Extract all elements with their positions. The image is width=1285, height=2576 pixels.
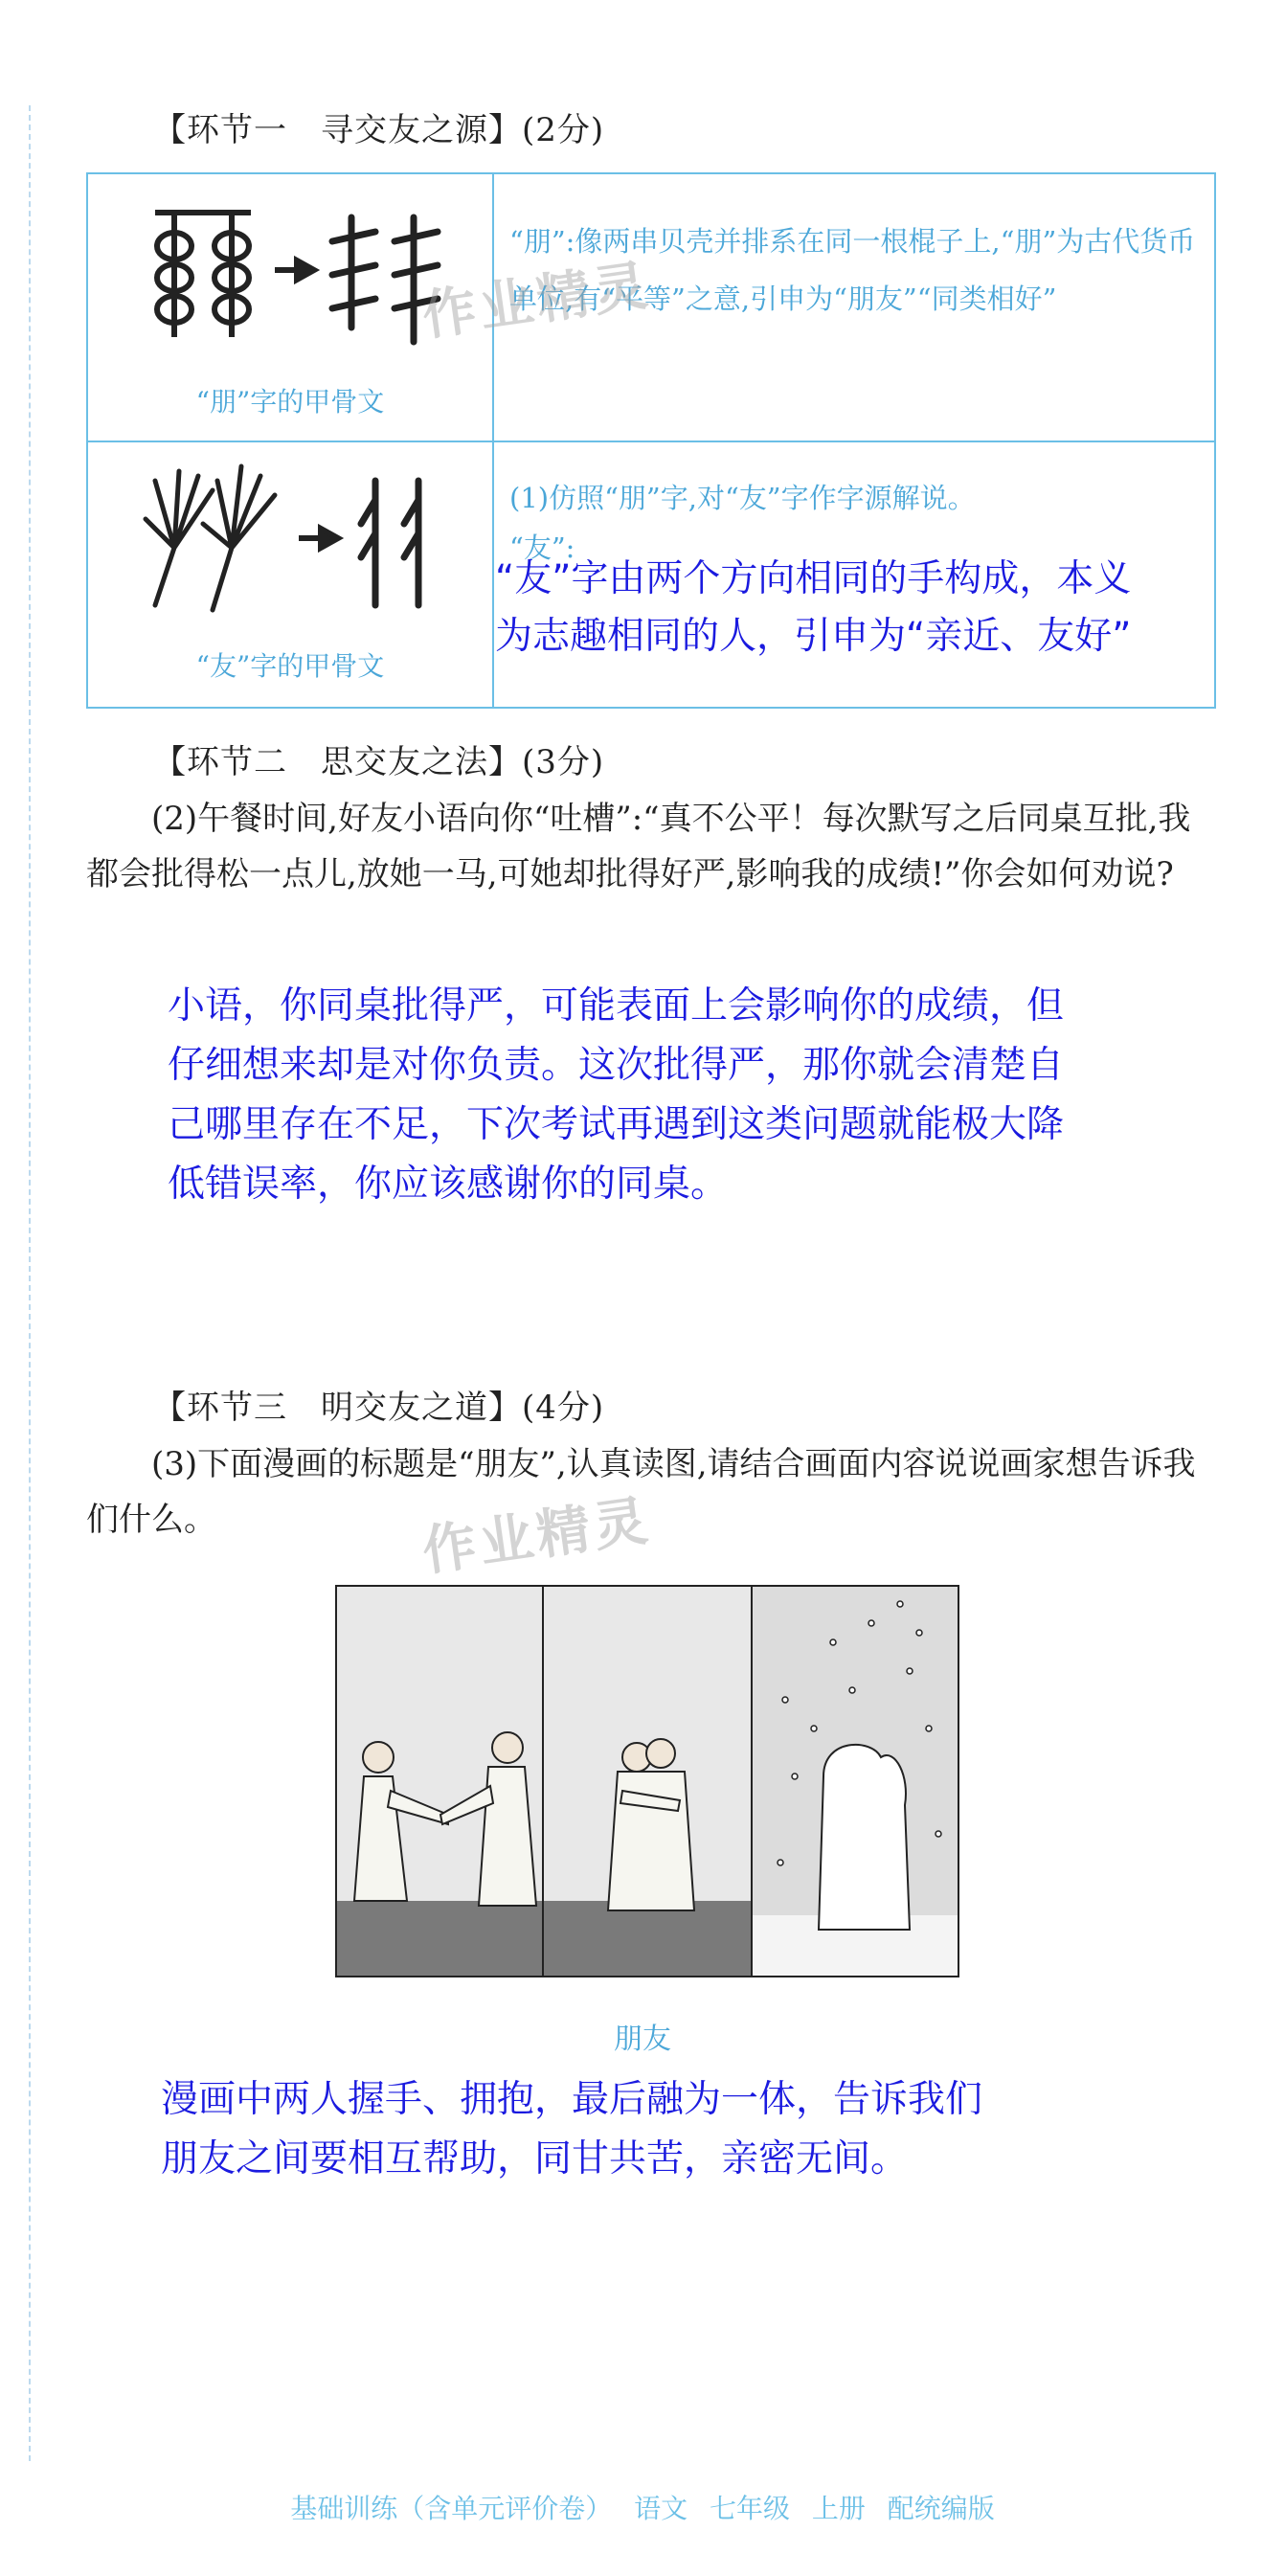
watermark-top: 作业精灵 bbox=[418, 254, 655, 349]
you-oracle-caption: “友”字的甲骨文 bbox=[195, 650, 385, 682]
page-footer: 基础训练（含单元评价卷） 语文 七年级 上册 配统编版 bbox=[290, 2493, 995, 2524]
watermark-middle: 作业精灵 bbox=[418, 1489, 655, 1584]
section1-heading: 【环节一 寻交友之源】(2分) bbox=[153, 111, 605, 149]
you-oracle-glyph-cell bbox=[88, 442, 492, 707]
section2-answer-line-2: 仔细想来却是对你负责。这次批得严，那你就会清楚自 bbox=[168, 1044, 1065, 1087]
you-question: (1)仿照“朋”字,对“友”字作字源解说。 bbox=[509, 482, 976, 514]
peng-explanation: “朋”:像两串贝壳并排系在同一根棍子上,“朋”为古代货币单位,有“平等”之意,引申为“朋友”“同类相好” bbox=[509, 225, 1196, 315]
peng-oracle-caption: “朋”字的甲骨文 bbox=[195, 386, 385, 418]
you-answer-line-2: 为志趣相同的人，引申为“亲近、友好” bbox=[495, 615, 1132, 658]
margin-dashed-rule bbox=[29, 105, 31, 2461]
table-column-divider bbox=[492, 442, 494, 707]
section3-answer-line-2: 朋友之间要相互帮助，同甘共苦，亲密无间。 bbox=[161, 2137, 909, 2181]
section3-answer-line-1: 漫画中两人握手、拥抱，最后融为一体，告诉我们 bbox=[161, 2078, 983, 2121]
section2-heading: 【环节二 思交友之法】(3分) bbox=[153, 743, 605, 781]
section2-answer-line-1: 小语，你同桌批得严，可能表面上会影响你的成绩，但 bbox=[168, 984, 1065, 1028]
friends-comic bbox=[335, 1585, 959, 1977]
you-prompt: “友”: bbox=[509, 531, 575, 564]
comic-caption: 朋友 bbox=[614, 2022, 671, 2056]
section2-answer-line-4: 低错误率，你应该感谢你的同桌。 bbox=[168, 1163, 729, 1206]
you-answer-line-1: “友”字由两个方向相同的手构成，本义 bbox=[495, 557, 1132, 600]
table-row-you bbox=[88, 442, 1214, 707]
section2-question bbox=[86, 791, 1216, 902]
section2-question-text: (2)午餐时间,好友小语向你“吐槽”:“真不公平！每次默写之后同桌互批,我都会批得松一点儿,放她一马,可她却批得好严,影响我的成绩!”你会如何劝说? bbox=[86, 800, 1191, 893]
section3-heading: 【环节三 明交友之道】(4分) bbox=[153, 1389, 605, 1427]
section3-question-text: (3)下面漫画的标题是“朋友”,认真读图,请结合画面内容说说画家想告诉我们什么。 bbox=[86, 1445, 1196, 1539]
word-origin-table bbox=[86, 172, 1216, 709]
section2-answer-line-3: 己哪里存在不足，下次考试再遇到这类问题就能极大降 bbox=[168, 1103, 1065, 1146]
you-oracle-bone-image bbox=[88, 442, 492, 634]
